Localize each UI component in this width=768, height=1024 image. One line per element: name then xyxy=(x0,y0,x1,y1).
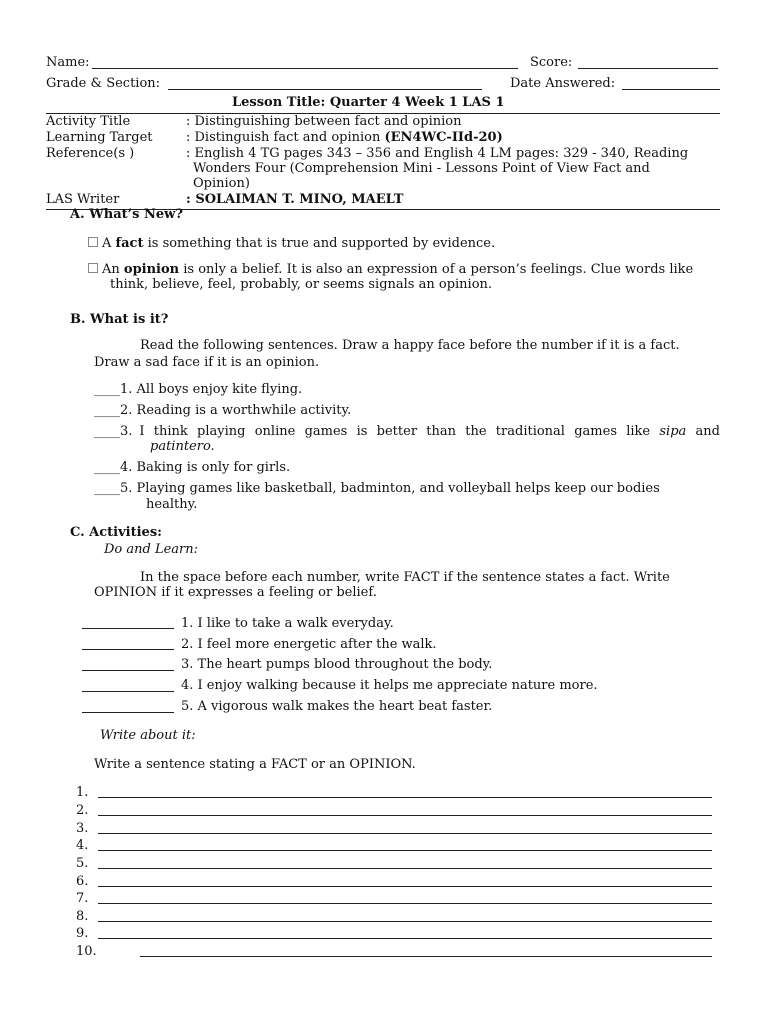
section-c-heading: C. Activities: xyxy=(70,525,162,540)
activity-value: : Distinguishing between fact and opinion xyxy=(186,114,462,129)
do-and-learn-label: Do and Learn: xyxy=(104,542,199,557)
write-number-5: 5. xyxy=(76,856,89,871)
target-code: (EN4WC-IId-20) xyxy=(384,130,503,145)
write-number-8: 8. xyxy=(76,909,89,924)
b-item-2: ____2. Reading is a worthwhile activity. xyxy=(94,403,352,418)
target-text: : Distinguish fact and opinion xyxy=(186,130,385,145)
answer-blank-2[interactable] xyxy=(82,649,174,650)
grade-label: Grade & Section: xyxy=(46,76,161,91)
write-number-10: 10. xyxy=(76,944,97,959)
target-label: Learning Target xyxy=(46,130,153,145)
write-number-3: 3. xyxy=(76,821,89,836)
opinion-definition-line2: think, believe, feel, probably, or seems signals an opinion. xyxy=(110,277,493,292)
writer-value: : SOLAIMAN T. MINO, MAELT xyxy=(186,192,404,207)
b-item-3-number: ____3. xyxy=(94,424,133,439)
b-item-3-text xyxy=(139,424,720,439)
b-item-5: ____5. Playing games like basketball, badminton, and volleyball helps keep our bodies xyxy=(94,481,660,496)
b-item-3 xyxy=(94,424,720,439)
write-line-8[interactable] xyxy=(98,921,712,922)
fact-pre: A xyxy=(102,236,116,251)
write-number-2: 2. xyxy=(76,803,89,818)
bullet-box-icon xyxy=(88,263,98,273)
grade-field[interactable] xyxy=(168,89,482,90)
fact-word: fact xyxy=(115,236,144,251)
score-label: Score: xyxy=(530,55,573,70)
write-number-1: 1. xyxy=(76,785,89,800)
section-b-instructions-line2: Draw a sad face if it is an opinion. xyxy=(94,355,320,370)
b-item-3-sipa: sipa xyxy=(659,424,687,439)
write-instructions: Write a sentence stating a FACT or an OPINION. xyxy=(94,757,416,772)
c-item-2: 2. I feel more energetic after the walk. xyxy=(181,637,437,652)
section-c-instructions-line2: OPINION if it expresses a feeling or belief. xyxy=(94,585,377,600)
write-line-10[interactable] xyxy=(140,956,712,957)
section-b-instructions: Read the following sentences. Draw a happy face before the number if it is a fact. xyxy=(140,338,680,353)
bullet-box-icon xyxy=(88,237,98,247)
answer-blank-4[interactable] xyxy=(82,691,174,692)
writer-label: LAS Writer xyxy=(46,192,120,207)
b-item-3-text-a: I think playing online games is better than the traditional games like xyxy=(139,424,660,439)
target-value xyxy=(186,130,503,145)
opinion-pre: An xyxy=(102,262,124,277)
reference-line3: Opinion) xyxy=(193,176,250,191)
date-label: Date Answered: xyxy=(510,76,616,91)
answer-blank-5[interactable] xyxy=(82,712,174,713)
write-line-3[interactable] xyxy=(98,833,712,834)
date-field[interactable] xyxy=(622,89,720,90)
lesson-title: Lesson Title: Quarter 4 Week 1 LAS 1 xyxy=(232,95,505,110)
name-label: Name: xyxy=(46,55,90,70)
section-c-instructions: In the space before each number, write FACT if the sentence states a fact. Write xyxy=(140,570,670,585)
answer-blank-3[interactable] xyxy=(82,670,174,671)
fact-definition xyxy=(88,236,495,251)
b-item-3-and: and xyxy=(686,424,720,439)
name-field[interactable] xyxy=(92,68,518,69)
write-line-6[interactable] xyxy=(98,886,712,887)
b-item-3-line2: patintero. xyxy=(150,439,215,454)
section-a-heading: A. What’s New? xyxy=(70,207,183,222)
opinion-definition xyxy=(88,262,693,277)
c-item-3: 3. The heart pumps blood throughout the body. xyxy=(181,657,493,672)
section-b-heading: B. What is it? xyxy=(70,312,169,327)
b-item-4: ____4. Baking is only for girls. xyxy=(94,460,291,475)
b-item-1: ____1. All boys enjoy kite flying. xyxy=(94,382,303,397)
write-line-7[interactable] xyxy=(98,903,712,904)
write-line-1[interactable] xyxy=(98,797,712,798)
write-about-it-label: Write about it: xyxy=(100,728,196,743)
write-number-6: 6. xyxy=(76,874,89,889)
activity-label: Activity Title xyxy=(46,114,131,129)
fact-post: is something that is true and supported by evidence. xyxy=(143,236,496,251)
opinion-post: is only a belief. It is also an expression of a person’s feelings. Clue words like xyxy=(179,262,694,277)
write-number-9: 9. xyxy=(76,926,89,941)
reference-label: Reference(s ) xyxy=(46,146,135,161)
write-number-4: 4. xyxy=(76,838,89,853)
write-line-2[interactable] xyxy=(98,815,712,816)
c-item-1: 1. I like to take a walk everyday. xyxy=(181,616,394,631)
reference-line1: : English 4 TG pages 343 – 356 and English 4 LM pages: 329 - 340, Reading xyxy=(186,146,689,161)
opinion-word: opinion xyxy=(123,262,180,277)
c-item-4: 4. I enjoy walking because it helps me appreciate nature more. xyxy=(181,678,598,693)
c-item-5: 5. A vigorous walk makes the heart beat faster. xyxy=(181,699,493,714)
b-item-5-line2: healthy. xyxy=(146,497,198,512)
reference-line2: Wonders Four (Comprehension Mini - Lessons Point of View Fact and xyxy=(193,161,650,176)
write-line-4[interactable] xyxy=(98,850,712,851)
write-line-5[interactable] xyxy=(98,868,712,869)
write-line-9[interactable] xyxy=(98,938,712,939)
answer-blank-1[interactable] xyxy=(82,628,174,629)
write-number-7: 7. xyxy=(76,891,89,906)
score-field[interactable] xyxy=(578,68,718,69)
